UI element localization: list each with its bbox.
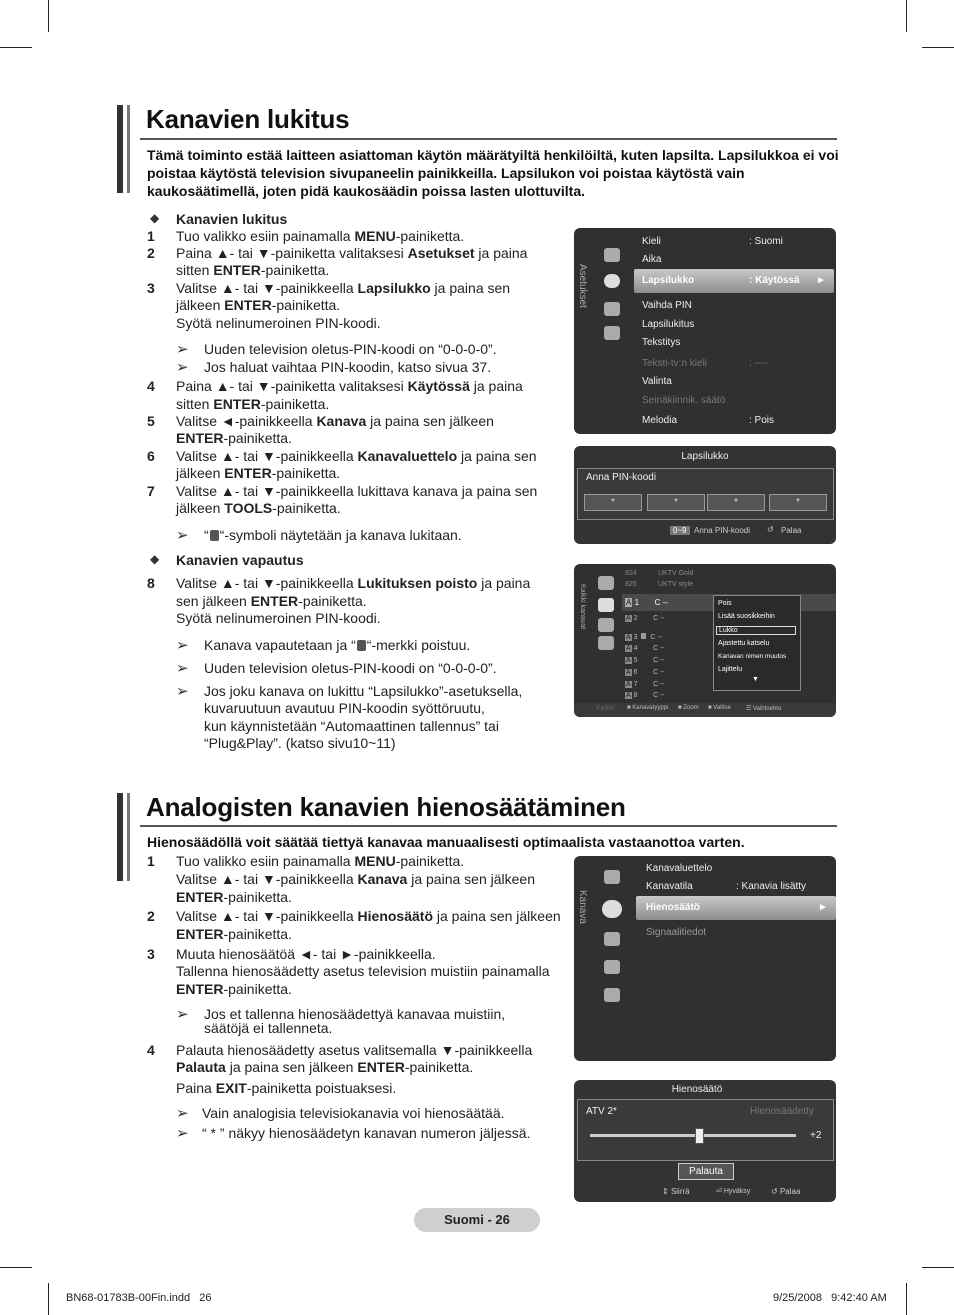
step-text: sitten ENTER-painiketta. <box>176 262 330 278</box>
channel-row[interactable]: A 8 C -- <box>626 692 665 699</box>
favorite-icon <box>598 618 614 632</box>
section-bar <box>117 793 123 881</box>
tools-menu-item[interactable]: Kanavan nimen muutos <box>718 653 787 660</box>
step-text: Paina EXIT-painiketta poistuaksesi. <box>176 1080 397 1096</box>
picture-icon <box>604 870 620 884</box>
channel-name: UKTV style <box>658 581 694 588</box>
channel-menu-screen <box>574 856 836 1061</box>
menu-item[interactable]: Melodia <box>642 415 678 426</box>
step-text: Valitse ▲- tai ▼-painikkeella Lapsilukko ja paina sen <box>176 280 511 296</box>
input-icon <box>604 302 620 316</box>
section-bar <box>127 793 130 881</box>
step-text: Paina ▲- tai ▼-painiketta valitaksesi Käytössä ja paina <box>176 378 523 394</box>
channel-row[interactable]: A 1 C -- <box>626 598 668 607</box>
crop-mark <box>922 1267 954 1268</box>
bottom-tab[interactable]: Kaikki <box>596 705 615 712</box>
step-text: Palauta hienosäädetty asetus valitsemalla ▼-painikkeella <box>176 1042 533 1058</box>
application-icon <box>604 988 620 1002</box>
section-bar <box>117 105 123 193</box>
menu-item: Teksti-tv:n kieli <box>642 358 708 369</box>
step-text: Tuo valikko esiin painamalla MENU-painiketta. <box>176 228 465 244</box>
print-date: 9/25/2008 9:42:40 AM <box>773 1292 887 1304</box>
menu-side-label: Asetukset <box>577 264 588 308</box>
dialog-title: Lapsilukko <box>681 451 729 462</box>
bottom-hint: ■ Valitse <box>708 705 731 711</box>
tools-menu-item[interactable]: Lisää suosikkeihin <box>718 613 775 620</box>
note-arrow-icon: ➢ <box>176 637 189 654</box>
note-text: “ * ” näkyy hienosäädetyn kanavan numeron jäljessä. <box>202 1125 531 1141</box>
step-number: 1 <box>147 228 155 244</box>
lock-icon <box>210 530 219 541</box>
key-hint-badge: 0~9 <box>670 526 690 535</box>
crop-mark <box>0 1267 32 1268</box>
note-text: “ “-symboli näytetään ja kanava lukitaan. <box>204 527 462 543</box>
crop-mark <box>48 1283 49 1315</box>
step-number: 1 <box>147 853 155 869</box>
dialog-title: Hienosäätö <box>671 1084 723 1095</box>
channel-name: UKTV Gold <box>658 570 694 577</box>
channel-label: ATV 2* <box>586 1106 617 1117</box>
lock-icon <box>357 640 366 651</box>
channel-number: 824 <box>625 570 637 577</box>
step-text: Palauta ja paina sen jälkeen ENTER-painiketta. <box>176 1059 474 1075</box>
note-arrow-icon: ➢ <box>176 341 189 358</box>
intro-text: Tämä toiminto estää laitteen asiattoman käytön määrätyiltä henkilöiltä, kuten lapsilta. Lapsilukkoa ei voi poistaa käytöstä television sivupaneelin painikkeilla. Lapsilukon voi poistaa käytöstä vain kaukosäätimellä, joten pidä kaukosäädin poissa lasten ulottuvilta. <box>147 147 839 199</box>
section-title: Analogisten kanavien hienosäätäminen <box>146 792 626 822</box>
tune-status: Hienosäädetty <box>750 1106 814 1117</box>
move-hint: ⇕ Siirrä <box>662 1187 690 1196</box>
tune-slider-track[interactable] <box>590 1134 796 1137</box>
settings-menu-screen <box>574 228 836 434</box>
tune-value: +2 <box>810 1130 822 1141</box>
menu-item[interactable]: Tekstitys <box>642 337 681 348</box>
crop-mark <box>0 47 32 48</box>
menu-side-label: Kanava <box>577 890 588 924</box>
pin-prompt: Anna PIN-koodi <box>586 472 657 483</box>
bottom-hint: ■ Zoom <box>678 705 699 711</box>
pin-digit-field[interactable]: * <box>584 494 642 511</box>
step-number: 4 <box>147 1042 155 1058</box>
title-rule <box>140 825 837 827</box>
step-number: 8 <box>147 575 155 591</box>
pin-dialog-screen <box>574 446 836 544</box>
step-number: 6 <box>147 448 155 464</box>
menu-item[interactable]: Lapsilukitus <box>642 319 695 330</box>
crop-mark <box>48 0 49 32</box>
step-text: Tuo valikko esiin painamalla MENU-painiketta. <box>176 853 465 869</box>
note-text: Jos et tallenna hienosäädettyä kanavaa muistiin, <box>204 1006 506 1022</box>
page-number-badge: Suomi - 26 <box>414 1208 540 1232</box>
intro-text: Hienosäädöllä voit säätää tiettyä kanavaa manuaalisesti optimaalista vastaanottoa varten. <box>147 834 745 850</box>
step-text: Valitse ◄-painikkeella Kanava ja paina sen jälkeen <box>176 413 494 429</box>
menu-item[interactable]: Aika <box>642 254 662 265</box>
menu-item-value: : Suomi <box>749 236 783 247</box>
subheading: Kanavien lukitus <box>176 211 288 227</box>
step-text: jälkeen TOOLS-painiketta. <box>176 500 341 516</box>
section-title: Kanavien lukitus <box>146 104 350 134</box>
right-arrow-icon: ► <box>818 902 828 913</box>
pin-digit-field[interactable]: * <box>769 494 827 511</box>
note-text: säätöjä ei tallenneta. <box>204 1020 333 1036</box>
step-text: Valitse ▲- tai ▼-painikkeella Lukituksen poisto ja paina <box>176 575 531 591</box>
menu-item[interactable]: Kanavaluettelo <box>646 863 713 874</box>
step-text: Tallenna hienosäädetty asetus television muistiin painamalla <box>176 963 550 979</box>
menu-item-selected[interactable]: Hienosäätö ► <box>636 896 836 920</box>
crop-mark <box>922 47 954 48</box>
channel-icon <box>598 598 614 612</box>
menu-item-value: : Pois <box>749 415 775 426</box>
tune-slider-handle[interactable] <box>695 1128 704 1144</box>
menu-item-value: : Kanavia lisätty <box>736 881 807 892</box>
fine-tune-screen <box>574 1080 836 1202</box>
lock-icon <box>641 633 646 639</box>
channel-row[interactable]: A 7 C -- <box>626 681 665 688</box>
step-text: Valitse ▲- tai ▼-painikkeella lukittava kanava ja paina sen <box>176 483 538 499</box>
picture-icon <box>598 576 614 590</box>
pin-digit-field[interactable]: * <box>707 494 765 511</box>
note-arrow-icon: ➢ <box>176 1105 189 1122</box>
step-text: jälkeen ENTER-painiketta. <box>176 465 341 481</box>
title-rule <box>140 138 837 140</box>
diamond-bullet-icon: ◆ <box>150 552 160 566</box>
step-number: 2 <box>147 908 155 924</box>
note-text: Kanava vapautetaan ja “ “-merkki poistuu. <box>204 637 471 653</box>
application-icon <box>604 326 620 340</box>
hint-text: Anna PIN-koodi <box>694 526 751 535</box>
step-text: ENTER-painiketta. <box>176 430 292 446</box>
step-text: Paina ▲- tai ▼-painiketta valitaksesi Asetukset ja paina <box>176 245 528 261</box>
settings-gear-icon <box>604 274 620 288</box>
crop-mark <box>906 1283 907 1315</box>
note-text: “Plug&Play”. (katso sivu10~11) <box>204 735 396 751</box>
channel-icon <box>602 900 622 918</box>
step-number: 7 <box>147 483 155 499</box>
tools-menu-item[interactable]: Pois <box>718 600 732 607</box>
bottom-hint: ■ Kanavatyyppi <box>627 705 669 711</box>
step-text: Muuta hienosäätöä ◄- tai ►-painikkeella. <box>176 946 436 962</box>
channel-row[interactable]: A 2 C -- <box>626 615 665 622</box>
step-text: Syötä nelinumeroinen PIN-koodi. <box>176 610 381 626</box>
note-arrow-icon: ➢ <box>176 359 189 376</box>
pin-digit-field[interactable]: * <box>647 494 705 511</box>
menu-item[interactable]: Kanavatila <box>646 881 693 892</box>
section-bar <box>127 105 130 193</box>
menu-side-label: Kaikki kanavat <box>579 584 586 630</box>
step-text: Syötä nelinumeroinen PIN-koodi. <box>176 315 381 331</box>
channel-row[interactable]: A 3 C -- <box>626 634 662 641</box>
step-text: ENTER-painiketta. <box>176 889 292 905</box>
menu-item-selected[interactable]: Lapsilukko : Käytössä ► <box>634 269 834 293</box>
right-arrow-icon: ► <box>816 275 826 286</box>
note-arrow-icon: ➢ <box>176 1006 189 1023</box>
crop-mark <box>906 0 907 32</box>
return-icon: ↺ <box>767 525 774 534</box>
note-text: Jos haluat vaihtaa PIN-koodin, katso sivua 37. <box>204 359 492 375</box>
step-text: ENTER-painiketta. <box>176 926 292 942</box>
note-arrow-icon: ➢ <box>176 1125 189 1142</box>
step-number: 3 <box>147 280 155 296</box>
channel-row[interactable]: A 5 C -- <box>626 657 665 664</box>
step-number: 2 <box>147 245 155 261</box>
menu-item-value: : ---- <box>749 358 768 369</box>
note-text: Uuden television oletus-PIN-koodi on “0-0-0-0”. <box>204 660 497 676</box>
menu-item[interactable]: Valinta <box>642 376 672 387</box>
step-text: ENTER-painiketta. <box>176 981 292 997</box>
settings-gear-icon <box>604 932 620 946</box>
step-text: sen jälkeen ENTER-painiketta. <box>176 593 367 609</box>
menu-item: Signaalitiedot <box>646 927 707 938</box>
tools-menu-item[interactable]: Lajittelu <box>718 666 743 673</box>
channel-row[interactable]: A 4 C -- <box>626 645 665 652</box>
bottom-hint: ☰ Vaihtoehto <box>746 706 782 712</box>
note-text: kun käynnistetään “Automaattinen tallennus” tai <box>204 718 499 734</box>
note-text: Uuden television oletus-PIN-koodi on “0-0-0-0”. <box>204 341 497 357</box>
input-icon <box>604 960 620 974</box>
step-text: sitten ENTER-painiketta. <box>176 396 330 412</box>
return-hint: ↺ Palaa <box>771 1187 801 1196</box>
down-arrow-icon: ▼ <box>752 676 759 683</box>
step-text: Valitse ▲- tai ▼-painikkeella Kanava ja paina sen jälkeen <box>176 871 535 887</box>
note-text: Jos joku kanava on lukittu “Lapsilukko”-asetuksella, <box>204 683 523 699</box>
diamond-bullet-icon: ◆ <box>150 211 160 225</box>
channel-list-screen <box>574 564 836 717</box>
subheading: Kanavien vapautus <box>176 552 304 568</box>
reset-button[interactable]: Palauta <box>678 1163 734 1180</box>
enter-hint: ⏎ Hyväksy <box>716 1188 751 1195</box>
step-text: Valitse ▲- tai ▼-painikkeella Kanavaluettelo ja paina sen <box>176 448 537 464</box>
note-text: kuvaruutuun avautuu PIN-koodin syöttöruutu, <box>204 700 485 716</box>
note-arrow-icon: ➢ <box>176 660 189 677</box>
note-arrow-icon: ➢ <box>176 527 189 544</box>
menu-item[interactable]: Kieli <box>642 236 661 247</box>
tools-menu-item-selected[interactable]: Lukko <box>716 626 796 635</box>
note-text: Vain analogisia televisiokanavia voi hienosäätää. <box>202 1105 505 1121</box>
menu-item: Seinäkiinnik. säätö <box>642 395 726 406</box>
step-number: 4 <box>147 378 155 394</box>
step-number: 3 <box>147 946 155 962</box>
picture-icon <box>604 248 620 262</box>
schedule-icon <box>598 636 614 650</box>
step-text: Valitse ▲- tai ▼-painikkeella Hienosäätö ja paina sen jälkeen <box>176 908 561 924</box>
menu-item[interactable]: Vaihda PIN <box>642 300 692 311</box>
tools-menu-item[interactable]: Ajastettu katselu <box>718 640 770 647</box>
step-text: jälkeen ENTER-painiketta. <box>176 297 341 313</box>
channel-number: 825 <box>625 581 637 588</box>
step-number: 5 <box>147 413 155 429</box>
note-arrow-icon: ➢ <box>176 683 189 700</box>
file-info: BN68-01783B-00Fin.indd 26 <box>66 1292 212 1304</box>
channel-row[interactable]: A 6 C -- <box>626 669 665 676</box>
hint-text: Palaa <box>781 526 802 535</box>
